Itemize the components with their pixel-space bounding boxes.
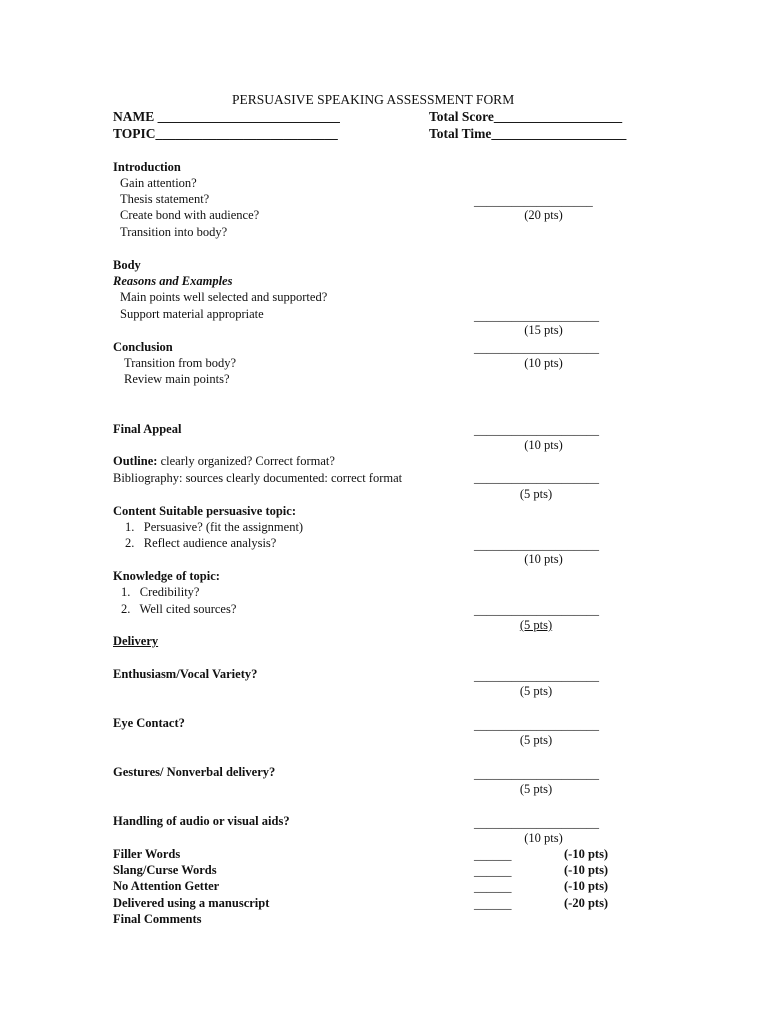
topic-field: TOPIC___________________________ bbox=[113, 126, 338, 141]
body-heading: Body bbox=[113, 258, 141, 272]
gestures-label: Gestures/ Nonverbal delivery? bbox=[113, 765, 276, 779]
conclusion-points: (10 pts) bbox=[524, 356, 563, 370]
conclusion-item: Review main points? bbox=[124, 372, 230, 386]
intro-item: Thesis statement? bbox=[120, 192, 210, 206]
deduction-points: (-10 pts) bbox=[564, 879, 609, 893]
intro-score-line: ___________________ bbox=[474, 194, 593, 208]
intro-item: Transition into body? bbox=[120, 225, 228, 239]
outline-label: Outline: bbox=[113, 454, 158, 468]
delivery-heading: Delivery bbox=[113, 634, 159, 648]
deduction-label: No Attention Getter bbox=[113, 879, 220, 893]
content-heading: Content Suitable persuasive topic: bbox=[113, 504, 296, 518]
deduction-line: ______ bbox=[474, 848, 512, 862]
knowledge-score-line: ____________________ bbox=[474, 603, 599, 617]
body-score-line: ____________________ bbox=[474, 309, 599, 323]
outline-points: (5 pts) bbox=[519, 487, 553, 501]
final-appeal-points: (10 pts) bbox=[524, 438, 563, 452]
deduction-points: (-10 pts) bbox=[564, 847, 609, 861]
body-subheading: Reasons and Examples bbox=[113, 274, 233, 288]
body-item: Main points well selected and supported? bbox=[120, 290, 328, 304]
conclusion-heading: Conclusion bbox=[113, 340, 173, 354]
total-time-field: Total Time____________________ bbox=[429, 126, 627, 141]
outline-score-line: ____________________ bbox=[474, 471, 599, 485]
content-item: 2. Reflect audience analysis? bbox=[125, 536, 277, 550]
deduction-line: ______ bbox=[474, 897, 512, 911]
outline-text: clearly organized? Correct format? bbox=[157, 454, 335, 468]
conclusion-score-line: ____________________ bbox=[474, 341, 599, 355]
conclusion-item: Transition from body? bbox=[124, 356, 237, 370]
content-points: (10 pts) bbox=[524, 552, 563, 566]
aids-score-line: ____________________ bbox=[474, 816, 599, 830]
eye-contact-points: (5 pts) bbox=[519, 733, 553, 747]
enthusiasm-label: Enthusiasm/Vocal Variety? bbox=[113, 667, 258, 681]
content-item: 1. Persuasive? (fit the assignment) bbox=[125, 520, 304, 534]
aids-label: Handling of audio or visual aids? bbox=[113, 814, 290, 828]
knowledge-item: 2. Well cited sources? bbox=[121, 602, 237, 616]
body-points: (15 pts) bbox=[524, 323, 563, 337]
knowledge-item: 1. Credibility? bbox=[121, 585, 200, 599]
bibliography-text: Bibliography: sources clearly documented: correct format bbox=[113, 471, 403, 485]
intro-item: Create bond with audience? bbox=[120, 208, 260, 222]
intro-points: (20 pts) bbox=[524, 208, 563, 222]
outline-line bbox=[113, 453, 335, 469]
knowledge-heading: Knowledge of topic: bbox=[113, 569, 220, 583]
eye-contact-score-line: ____________________ bbox=[474, 718, 599, 732]
enthusiasm-points: (5 pts) bbox=[519, 684, 553, 698]
deduction-line: ______ bbox=[474, 880, 512, 894]
final-comments-heading: Final Comments bbox=[113, 912, 202, 926]
form-title: PERSUASIVE SPEAKING ASSESSMENT FORM bbox=[232, 92, 515, 107]
eye-contact-label: Eye Contact? bbox=[113, 716, 185, 730]
knowledge-points: (5 pts) bbox=[519, 618, 553, 632]
content-score-line: ____________________ bbox=[474, 538, 599, 552]
gestures-points: (5 pts) bbox=[519, 782, 553, 796]
final-appeal-score-line: ____________________ bbox=[474, 423, 599, 437]
intro-item: Gain attention? bbox=[120, 176, 197, 190]
deduction-points: (-20 pts) bbox=[564, 896, 609, 910]
total-score-field: Total Score___________________ bbox=[429, 109, 623, 124]
body-item: Support material appropriate bbox=[120, 307, 264, 321]
final-appeal-heading: Final Appeal bbox=[113, 422, 182, 436]
enthusiasm-score-line: ____________________ bbox=[474, 669, 599, 683]
deduction-label: Filler Words bbox=[113, 847, 181, 861]
deduction-points: (-10 pts) bbox=[564, 863, 609, 877]
deduction-label: Slang/Curse Words bbox=[113, 863, 217, 877]
name-field: NAME ___________________________ bbox=[113, 109, 340, 124]
introduction-heading: Introduction bbox=[113, 160, 181, 174]
gestures-score-line: ____________________ bbox=[474, 767, 599, 781]
aids-points: (10 pts) bbox=[524, 831, 563, 845]
deduction-label: Delivered using a manuscript bbox=[113, 896, 270, 910]
deduction-line: ______ bbox=[474, 864, 512, 878]
